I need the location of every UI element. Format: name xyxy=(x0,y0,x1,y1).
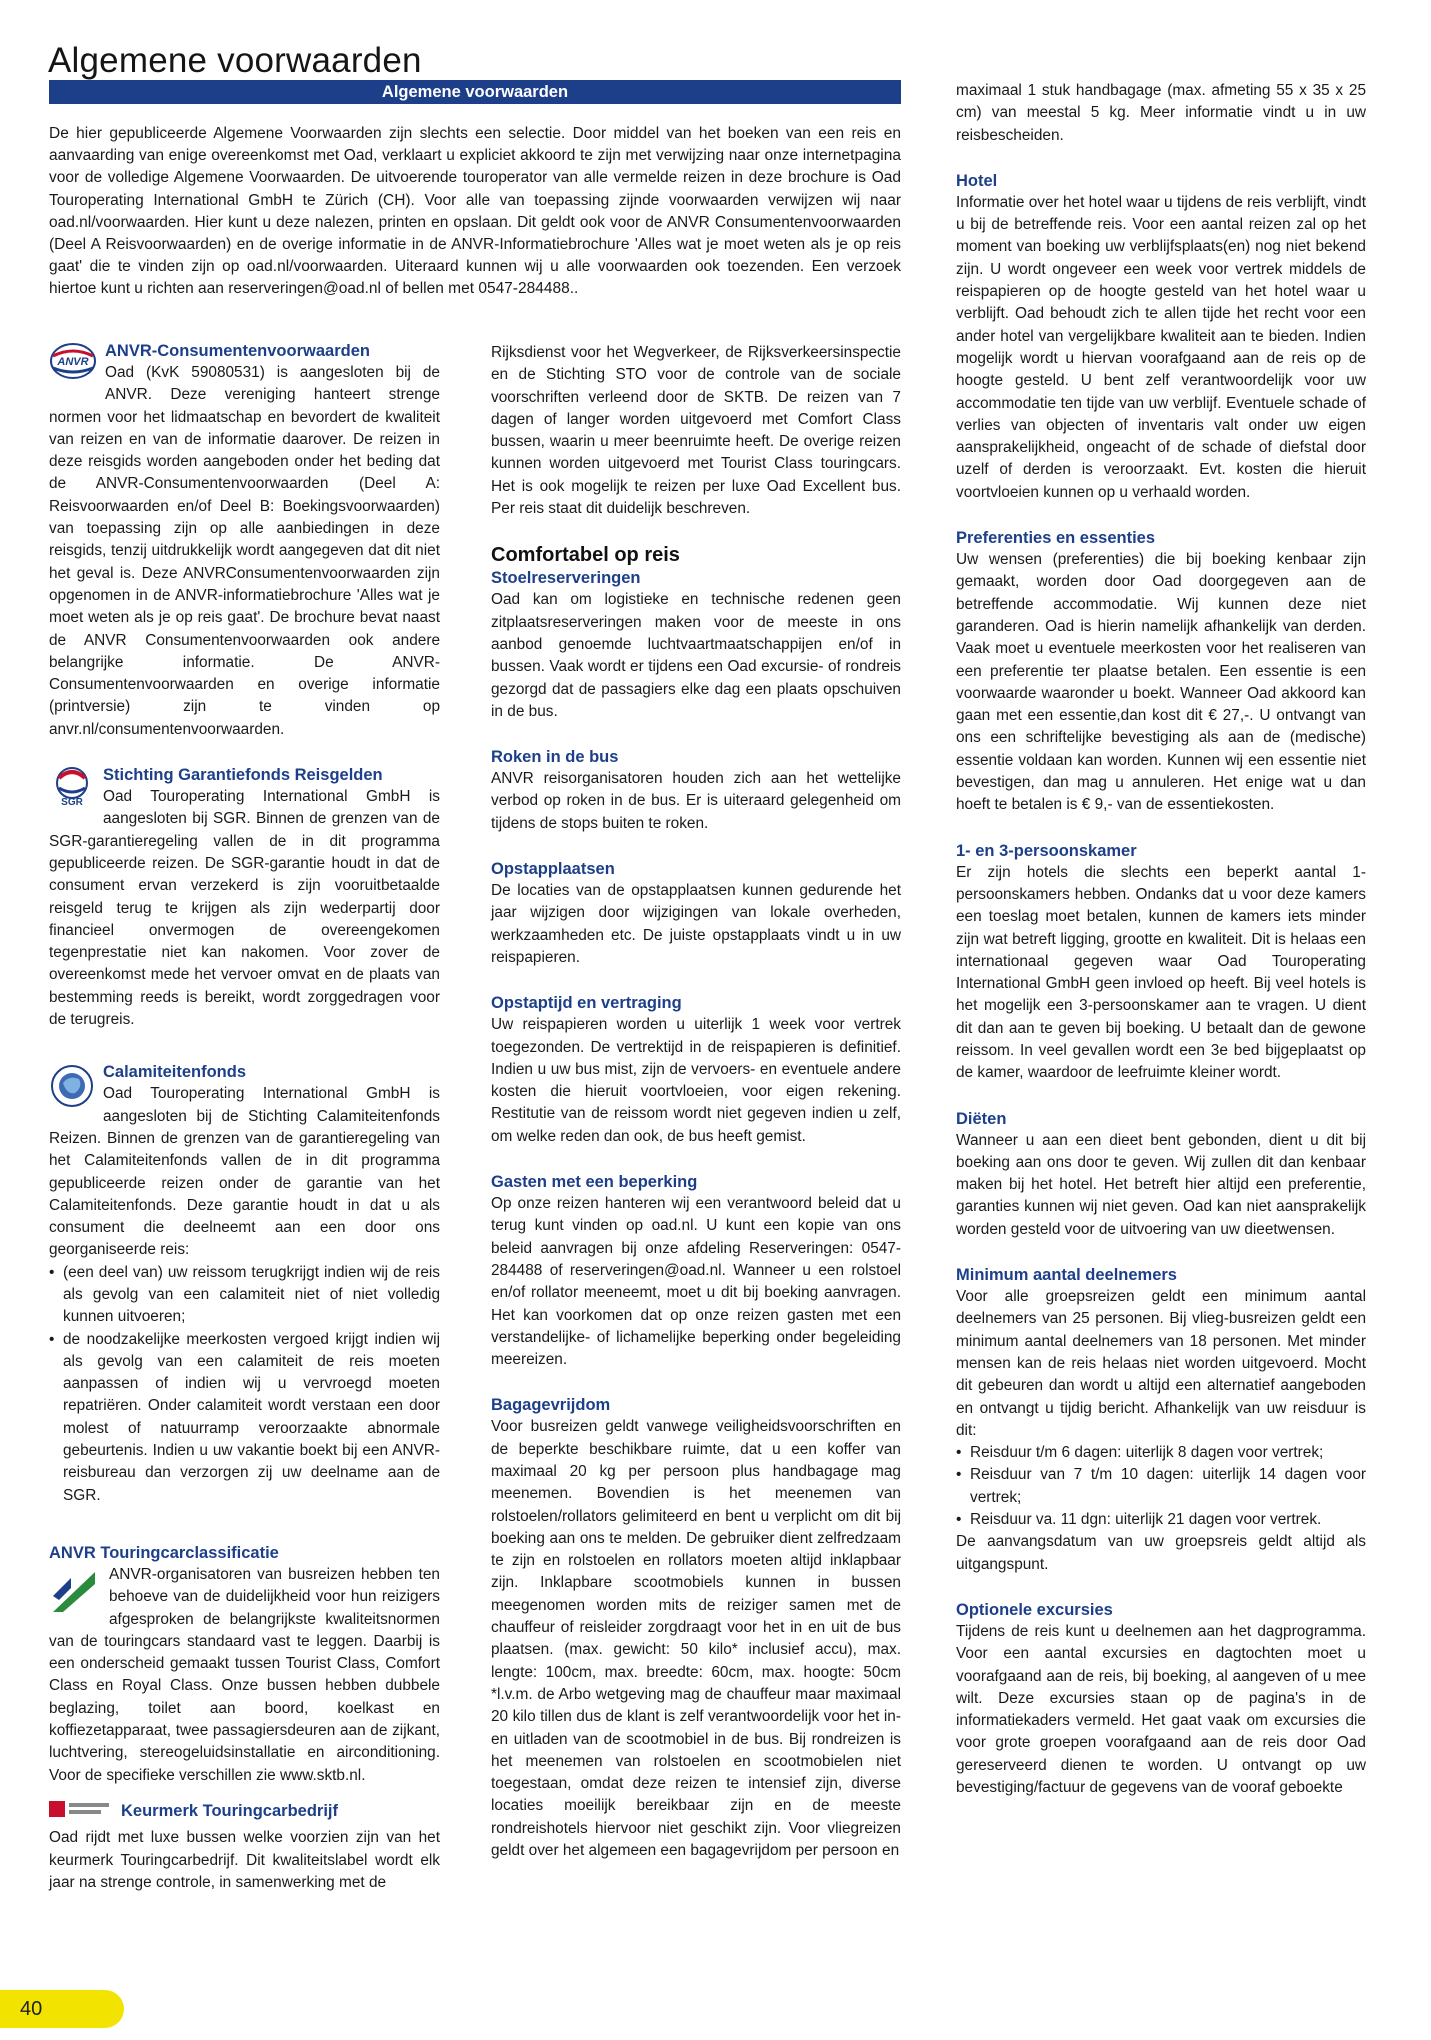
hotel-title: Hotel xyxy=(956,171,998,190)
sgr-logo-text: SGR xyxy=(61,797,83,807)
keurmerk-logo xyxy=(49,1798,113,1827)
anvr-logo xyxy=(49,342,97,387)
gasten-section xyxy=(491,1171,901,1371)
sgr-title: Stichting Garantiefonds Reisgelden xyxy=(103,766,383,785)
gasten-title: Gasten met een beperking xyxy=(491,1173,698,1192)
preferenties-section xyxy=(956,527,1366,817)
opstap-text: De locaties van de opstapplaatsen kunnen gedurende het jaar wijzigen door wijzigingen van lokale overheden, werkzaamheden etc. De juiste opstapplaats vindt u in uw reispapieren. xyxy=(491,882,901,966)
comfortabel-title: Comfortabel op reis xyxy=(491,544,680,567)
calamiteiten-text: Oad Touroperating International GmbH is aangesloten bij de Stichting Calamiteitenfonds Reizen. Binnen de grenzen van de garantieregeling van het Calamiteitenfonds vallen de in dit programma gepubliceerde reizen onder de garantie van het Calamiteitenfonds. Deze garantie houdt in dat u als consument die deelneemt aan een door ons georganiseerde reis: xyxy=(49,1085,440,1259)
keurmerk-title: Keurmerk Touringcarbedrijf xyxy=(121,1801,338,1820)
anvr-section xyxy=(49,340,440,741)
keurmerk-section xyxy=(49,1792,440,1894)
touringcar-section xyxy=(49,1542,440,1787)
sgr-logo xyxy=(49,766,95,813)
sktb-continued xyxy=(491,342,901,520)
list-item: • Reisduur t/m 6 dagen: uiterlijk 8 dagen voor vertrek; xyxy=(956,1442,1366,1464)
stoel-title: Stoelreserveringen xyxy=(491,569,641,588)
optionele-text: Tijdens de reis kunt u deelnemen aan het dagprogramma. Voor een aantal excursies en dagtochten moet u voorafgaand aan de reis, bij boeking, al aangeven of u mee wilt. Deze excursies staan op de pagina's in de informatiekaders vermeld. Het gaat vaak om excursies die voor grote groepen voorafgaand aan de reis door Oad gereserveerd dienen te worden. U ontvangt op uw bevestiging/factuur de gegevens van de vooraf geboekte xyxy=(956,1622,1366,1796)
opstap-section xyxy=(491,858,901,969)
roken-title: Roken in de bus xyxy=(491,748,619,767)
kamer-section xyxy=(956,840,1366,1085)
optionele-title: Optionele excursies xyxy=(956,1600,1113,1619)
calamiteiten-section xyxy=(49,1061,440,1507)
anvr-logo-text: ANVR xyxy=(57,356,89,368)
intro-text: De hier gepubliceerde Algemene Voorwaarden zijn slechts een selectie. Door middel van het boeken van een reis en aanvaarding van enige overeenkomst met Oad, verklaart u expliciet akkoord te zijn met verwijzing naar onze internetpagina voor de volledige Algemene Voorwaarden. De uitvoerende touroperator van alle vermelde reizen in deze brochure is Oad Touroperating International GmbH te Zürich (CH). Voor alle van toepassing zijnde voorwaarden verwijzen wij naar oad.nl/voorwaarden. Hier kunt u deze nalezen, printen en opslaan. Dit geldt ook voor de ANVR Consumentenvoorwaarden (Deel A Reisvoorwaarden) en de overige informatie in de ANVR-Informatiebrochure 'Alles wat je moet weten als je op reis gaat' die te vinden zijn op oad.nl/voorwaarden. Uiteraard kunnen wij u alle voorwaarden ook toezenden. Een verzoek hiertoe kunt u richten aan reserveringen@oad.nl of bellen met 0547-284488.. xyxy=(49,125,901,298)
minimum-section xyxy=(956,1264,1366,1576)
optionele-section xyxy=(956,1599,1366,1799)
anvr-text: Oad (KvK 59080531) is aangesloten bij de ANVR. Deze vereniging hanteert strenge normen voor het lidmaatschap en bevordert de kwaliteit van reizen en van de informatie daarover. De reizen in deze reisgids worden aangeboden onder het beding dat de ANVR-Consumentenvoorwaarden (Deel A: Reisvoorwaarden en/of Deel B: Boekingsvoorwaarden) van toepassing zijn op alle aanbiedingen in deze reisgids, tenzij uitdrukkelijk wordt aangegeven dat dit niet het geval is. Deze ANVRConsumentenvoorwaarden zijn opgenomen in de ANVR-informatiebrochure 'Alles wat je moet weten als je op reis gaat'. De brochure bevat naast de ANVR Consumentenvoorwaarden ook andere belangrijke informatie. De ANVR-Consumentenvoorwaarden en overige informatie (printversie) zijn te vinden op anvr.nl/consumentenvoorwaarden. xyxy=(49,364,440,738)
minimum-title: Minimum aantal deelnemers xyxy=(956,1266,1177,1285)
sgr-text: Oad Touroperating International GmbH is aangesloten bij SGR. Binnen de grenzen van de SGR-garantieregeling vallen de in dit programma gepubliceerde reizen. De SGR-garantie houdt in dat de consument ervan verzekerd is zijn vooruitbetaalde reisgeld terug te krijgen als zijn wederpartij door financieel onvermogen de overeengekomen tegenprestatie niet kan nakomen. Voor zover de overeenkomst mede het vervoer omvat en de plaats van bestemming reeds is bereikt, wordt zorggedragen voor de terugreis. xyxy=(49,788,440,1029)
preferenties-title: Preferenties en essenties xyxy=(956,529,1156,548)
hotel-text: Informatie over het hotel waar u tijdens de reis verblijft, vindt u bij de betreffende reis. Voor een aantal reizen zal op het moment van boeking uw verblijfsplaats(en) nog niet bekend zijn. U wordt ongeveer een week voor vertrek middels de reispapieren op de hoogte gesteld van het hotel waar u verblijft. Oad behoudt zich te allen tijde het recht voor een ander hotel van vergelijkbare kwaliteit aan te bieden. Indien mogelijk wordt u hiervan voorafgaand aan de reis op de hoogte gesteld. U bent zelf verantwoordelijk voor uw accommodatie ten tijde van uw verblijf. Eventuele schade of verlies van objecten of inventaris valt onder uw eigen aansprakelijkheid, ongeacht of de schade of diefstal door uzelf of derden is veroorzaakt. Evt. kosten die hieruit voortvloeien kunnen op u verhaald worden. xyxy=(956,193,1366,501)
bagage-section xyxy=(491,1394,901,1862)
list-item: • Reisduur van 7 t/m 10 dagen: uiterlijk 14 dagen voor vertrek; xyxy=(956,1464,1366,1509)
minimum-bullets xyxy=(956,1442,1366,1531)
list-item: • Reisduur va. 11 dgn: uiterlijk 21 dagen voor vertrek. xyxy=(956,1509,1366,1531)
continued-text: maximaal 1 stuk handbagage (max. afmeting 55 x 35 x 25 cm) van meestal 5 kg. Meer informatie vindt u in uw reisbescheiden. xyxy=(956,82,1366,144)
bagage-title: Bagagevrijdom xyxy=(491,1396,611,1415)
bagage-continued xyxy=(956,80,1366,147)
calamiteitenfonds-logo xyxy=(49,1063,95,1116)
column-3 xyxy=(956,80,1366,1822)
touringcar-title: ANVR Touringcarclassificatie xyxy=(49,1543,279,1562)
stoel-text: Oad kan om logistieke en technische redenen geen zitplaatsreserveringen maken voor de meeste in ons aanbod genoemde luchtvaartmaatschappijen en/of in bussen. Vaak wordt er tijdens een Oad excursie- of rondreis gezorgd dat de passagiers elke dag een plaats opschuiven in de bus. xyxy=(491,591,901,720)
kamer-title: 1- en 3-persoonskamer xyxy=(956,841,1137,860)
page-title: Algemene voorwaarden xyxy=(48,41,422,81)
intro-bar: Algemene voorwaarden xyxy=(49,80,901,104)
touringcar-text: ANVR-organisatoren van busreizen hebben ten behoeve van de duidelijkheid voor hun reizigers afgesproken de belangrijkste kwaliteitsnormen van de touringcars standaard vast te leggen. Daarbij is een onderscheid gemaakt tussen Tourist Class, Comfort Class en Royal Class. Onze bussen hebben dubbele beglazing, toilet aan boord, koelkast en koffiezetapparaat, twee passagiersdeuren aan de zijkant, luchtvering, stereogeluidsinstallatie en airconditioning. Voor de specifieke verschillen zie www.sktb.nl. xyxy=(49,1565,440,1784)
opstap-title: Opstapplaatsen xyxy=(491,860,615,879)
anvr-title: ANVR-Consumentenvoorwaarden xyxy=(105,342,370,360)
vertraging-title: Opstaptijd en vertraging xyxy=(491,994,682,1013)
preferenties-text: Uw wensen (preferenties) die bij boeking kenbaar zijn gemaakt, worden door Oad doorgegeven aan de betreffende accommodatie. Wij kunnen deze niet garanderen. Oad is hierin namelijk afhankelijk van derden. Vaak moet u eventuele meerkosten voor het realiseren van een preferentie ter plaatse betalen. Een essentie is een voorwaarde waaronder u boekt. Wanneer Oad akkoord kan gaan met een essentie,dan kost dit € 27,-. U ontvangt van ons een schriftelijke bevestiging als aan de (medische) essentie voldaan kan worden. Kunnen wij een essentie niet bevestigen, dan mag u annuleren. Het enige wat u dan hoeft te betalen is € 9,- van de essentiekosten. xyxy=(956,551,1366,814)
roken-text: ANVR reisorganisatoren houden zich aan het wettelijke verbod op roken in de bus. Er is uiteraard gelegenheid om tijdens de stops buiten te roken. xyxy=(491,770,901,832)
roken-section xyxy=(491,746,901,835)
comfortabel-section xyxy=(491,543,901,723)
column-2 xyxy=(491,342,901,1885)
vertraging-section xyxy=(491,992,901,1148)
bagage-text: Voor busreizen geldt vanwege veiligheidsvoorschriften en de beperkte beschikbare ruimte, dat u een koffer van maximaal 20 kg per persoon plus handbagage mag meenemen. Bovendien is het meenemen van rolstoelen/rollators gelimiteerd en bent u verplicht om dit bij boeking aan ons te melden. De gebruiker dient zelfredzaam te zijn en rolstoelen en rollators moeten altijd inklapbaar zijn. Inklapbare scootmobiels kunnen in bussen meegenomen worden mits de reiziger samen met de chauffeur of reisleider zorgdraagt voor het in en uit de bus plaatsen. (max. gewicht: 50 kilo* inclusief accu), max. lengte: 100cm, max. breedte: 60cm, max. hoogte: 50cm *l.v.m. de Arbo wetgeving mag de chauffeur maar maximaal 20 kilo tillen dus de klant is zelf verantwoordelijk voor het in- en uitladen van de scootmobiel in de bus. Bij rondreizen is het meenemen van rolstoelen en scootmobielen niet toegestaan, omdat deze reizen te intensief zijn, diverse locaties moeilijk bereikbaar zijn en de meeste rondreishotels hiervoor niet geschikt zijn. Voor vliegreizen geldt over het algemeen een bagagevrijdom per persoon en xyxy=(491,1418,901,1860)
vertraging-text: Uw reispapieren worden u uiterlijk 1 week voor vertrek toegezonden. De vertrektijd in de reispapieren is definitief. Indien u uw bus mist, zijn de vervoers- en eventuele andere kosten die hieruit voortvloeien, voor eigen rekening. Restitutie van de reissom wordt niet gegeven indien u zelf, om welke reden dan ook, de bus heeft gemist. xyxy=(491,1016,901,1145)
kamer-text: Er zijn hotels die slechts een beperkt aantal 1-persoonskamers hebben. Ondanks dat u voor deze kamers een toeslag moet betalen, kunnen de kamers iets minder zijn wat betreft ligging, grootte en kwaliteit. Dit is helaas een internationaal gegeven waar Oad Touroperating International GmbH geen invloed op heeft. Bij veel hotels is het mogelijk een 3-persoonskamer aan te vragen. U dient dit dan aan te geven bij boeking. U betaalt dan de gewone reissom. In veel gevallen wordt een 3e bed bijgeplaatst op de kamer, waardoor de leefruimte kleiner wordt. xyxy=(956,863,1366,1082)
gasten-text: Op onze reizen hanteren wij een verantwoord beleid dat u terug kunt vinden op oad.nl. U kunt een kopie van ons beleid aanvragen bij onze afdeling Reserveringen: 0547-284488 of reserveringen@oad.nl. Wanneer u een rolstoel en/of rollator meeneemt, moet u dit bij boeking aanvragen. Het kan voorkomen dat op onze reizen gasten met een verstandelijke- of lichamelijke beperking onder begeleiding meereizen. xyxy=(491,1195,901,1369)
calamiteiten-bullets xyxy=(49,1262,440,1507)
continued-text: Rijksdienst voor het Wegverkeer, de Rijksverkeersinspectie en de Stichting STO voor de controle van de sociale voorschriften verleend door de SKTB. De reizen van 7 dagen of langer worden uitgevoerd met Comfort Class bussen, waarin u meer beenruimte heeft. De overige reizen kunnen worden uitgevoerd met Tourist Class touringcars. Het is ook mogelijk te reizen per luxe Oad Excellent bus. Per reis staat dit duidelijk beschreven. xyxy=(491,344,901,518)
calamiteiten-title: Calamiteitenfonds xyxy=(103,1063,247,1082)
minimum-after-text: De aanvangsdatum van uw groepsreis geldt altijd als uitgangspunt. xyxy=(956,1533,1366,1573)
sgr-section xyxy=(49,764,440,1031)
hotel-section xyxy=(956,170,1366,504)
sktb-logo xyxy=(49,1566,101,1625)
list-item: • de noodzakelijke meerkosten vergoed krijgt indien wij als gevolg van een calamiteit de reis moeten aanpassen of indien wij u vervroegd moeten repatriëren. Onder calamiteit wordt verstaan een door molest of natuurramp veroorzaakte abnormale gebeurtenis. Indien u uw vakantie boekt bij een ANVR-reisbureau dan verzorgen zij uw deelname aan de SGR. xyxy=(49,1329,440,1507)
list-item: • (een deel van) uw reissom terugkrijgt indien wij de reis als gevolg van een calamiteit niet of niet volledig kunnen uitvoeren; xyxy=(49,1262,440,1329)
keurmerk-text: Oad rijdt met luxe bussen welke voorzien zijn van het keurmerk Touringcarbedrijf. Dit kwaliteitslabel wordt elk jaar na strenge controle, in samenwerking met de xyxy=(49,1829,440,1891)
dieet-section xyxy=(956,1108,1366,1241)
minimum-text: Voor alle groepsreizen geldt een minimum aantal deelnemers van 25 personen. Bij vlieg-busreizen geldt een minimum aantal deelnemers van 18 personen. Met minder mensen kan de reis helaas niet worden uitgevoerd. Mocht dit gebeuren dan wordt u altijd een alternatief aangeboden en ontvangt u tijdig bericht. Afhankelijk van uw reisduur is dit: xyxy=(956,1288,1366,1439)
dieet-title: Diëten xyxy=(956,1109,1007,1128)
dieet-text: Wanneer u aan een dieet bent gebonden, dient u dit bij boeking aan ons door te geven. Wij zullen dit dan kenbaar maken bij het hotel. Het betreft hier altijd een preferentie, garanties kunnen wij niet geven. Oad kan niet aansprakelijk worden gesteld voor de uitvoering van uw dieetwensen. xyxy=(956,1131,1366,1238)
page-number: 40 xyxy=(0,1990,124,2028)
column-1 xyxy=(49,340,440,1917)
